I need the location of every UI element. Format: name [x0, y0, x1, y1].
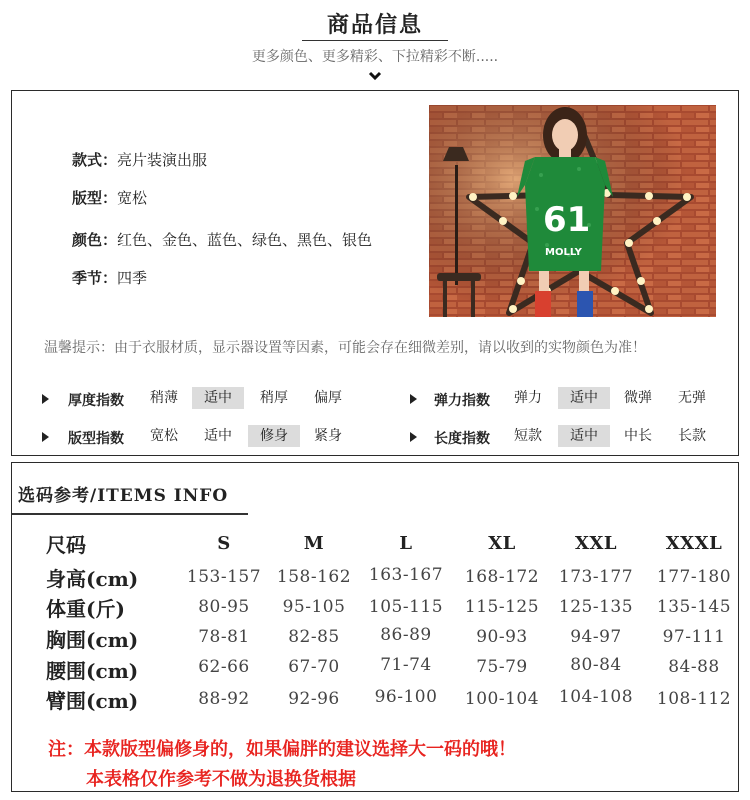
table-cell: 92-96 [288, 689, 340, 709]
scale-option: 无弹 [678, 390, 706, 406]
table-cell: 97-111 [662, 627, 726, 647]
size-label: XXL [574, 533, 618, 554]
table-cell: 115-125 [464, 597, 540, 617]
table-cell: 80-84 [570, 655, 622, 675]
table-cell: 125-135 [558, 597, 634, 617]
scale-elasticity: 弹力指数 弹力 适中 微弹 无弹 [410, 387, 730, 411]
size-chart-heading: 选码参考/ITEMS INFO [18, 486, 229, 506]
title-divider [302, 40, 448, 41]
size-label: S [217, 533, 231, 554]
scale-option-selected: 适中 [558, 425, 610, 447]
table-cell: 105-115 [368, 597, 444, 617]
table-cell: 78-81 [198, 627, 250, 647]
shirt-number: 61 [543, 200, 591, 240]
attribute-season: 季节：四季 [72, 269, 148, 287]
scale-option: 稍薄 [150, 390, 178, 406]
size-label: XXXL [665, 533, 723, 554]
scale-option: 稍厚 [260, 390, 288, 406]
product-photo [429, 105, 716, 317]
row-label-waist: 腰围(cm) [46, 659, 139, 683]
table-cell: 82-85 [288, 627, 340, 647]
scale-fit: 版型指数 宽松 适中 修身 紧身 [42, 425, 372, 449]
scale-option: 短款 [514, 428, 542, 444]
scale-option: 偏厚 [314, 390, 342, 406]
attribute-fit: 版型：宽松 [72, 189, 148, 207]
table-cell: 62-66 [198, 657, 250, 677]
table-cell: 86-89 [380, 625, 432, 645]
heading-underline [12, 513, 248, 515]
scale-option: 中长 [624, 428, 652, 444]
size-chart-panel [11, 462, 739, 792]
table-cell: 108-112 [656, 689, 732, 709]
shirt-lettering: MOLLY [545, 247, 582, 258]
scale-option-selected: 适中 [558, 387, 610, 409]
table-cell: 90-93 [476, 627, 528, 647]
scale-option: 适中 [204, 428, 232, 444]
table-cell: 173-177 [558, 567, 634, 587]
table-cell: 84-88 [668, 657, 720, 677]
table-cell: 104-108 [558, 687, 634, 707]
table-cell: 71-74 [380, 655, 432, 675]
bullet-triangle-icon [410, 432, 417, 442]
page-subtitle: 更多颜色、更多精彩、下拉精彩不断..... [251, 49, 499, 65]
size-label: M [303, 533, 325, 554]
scale-option: 紧身 [314, 428, 342, 444]
table-cell: 67-70 [288, 657, 340, 677]
size-column-header: 尺码 [46, 533, 86, 557]
page-title: 商品信息 [326, 13, 423, 38]
table-cell: 94-97 [570, 627, 622, 647]
scale-option: 弹力 [514, 390, 542, 406]
table-cell: 75-79 [476, 657, 528, 677]
scale-option-selected: 修身 [248, 425, 300, 447]
table-cell: 168-172 [464, 567, 540, 587]
attribute-style: 款式：亮片装演出服 [72, 151, 208, 169]
size-note: 注：本款版型偏修身的，如果偏胖的建议选择大一码的哦！ [48, 739, 516, 760]
bullet-triangle-icon [42, 432, 49, 442]
product-info-panel [11, 90, 739, 456]
scale-length: 长度指数 短款 适中 中长 长款 [410, 425, 730, 449]
color-notice: 温馨提示：由于衣服材质，显示器设置等因素，可能会存在细微差别，请以收到的实物颜色为准！ [44, 340, 646, 356]
row-label-height: 身高(cm) [46, 567, 139, 591]
scale-option: 微弹 [624, 390, 652, 406]
attribute-color: 颜色：红色、金色、蓝色、绿色、黑色、银色 [72, 231, 373, 249]
row-label-arm: 臂围(cm) [46, 689, 139, 713]
chevron-down-icon [366, 68, 384, 84]
size-label: L [399, 533, 413, 554]
table-cell: 96-100 [374, 687, 438, 707]
scale-option-selected: 适中 [192, 387, 244, 409]
table-cell: 135-145 [656, 597, 732, 617]
scale-option: 长款 [678, 428, 706, 444]
row-label-chest: 胸围(cm) [46, 628, 139, 652]
size-label: XL [488, 533, 516, 554]
table-cell: 158-162 [276, 567, 352, 587]
table-cell: 153-157 [186, 567, 262, 587]
table-cell: 95-105 [282, 597, 346, 617]
table-cell: 163-167 [368, 565, 444, 585]
table-cell: 80-95 [198, 597, 250, 617]
bullet-triangle-icon [410, 394, 417, 404]
size-disclaimer: 本表格仅作参考不做为退换货根据 [86, 769, 356, 790]
table-cell: 88-92 [198, 689, 250, 709]
row-label-weight: 体重(斤) [46, 597, 125, 621]
table-cell: 177-180 [656, 567, 732, 587]
bullet-triangle-icon [42, 394, 49, 404]
table-cell: 100-104 [464, 689, 540, 709]
scale-thickness: 厚度指数 稍薄 适中 稍厚 偏厚 [42, 387, 372, 411]
scale-option: 宽松 [150, 428, 178, 444]
